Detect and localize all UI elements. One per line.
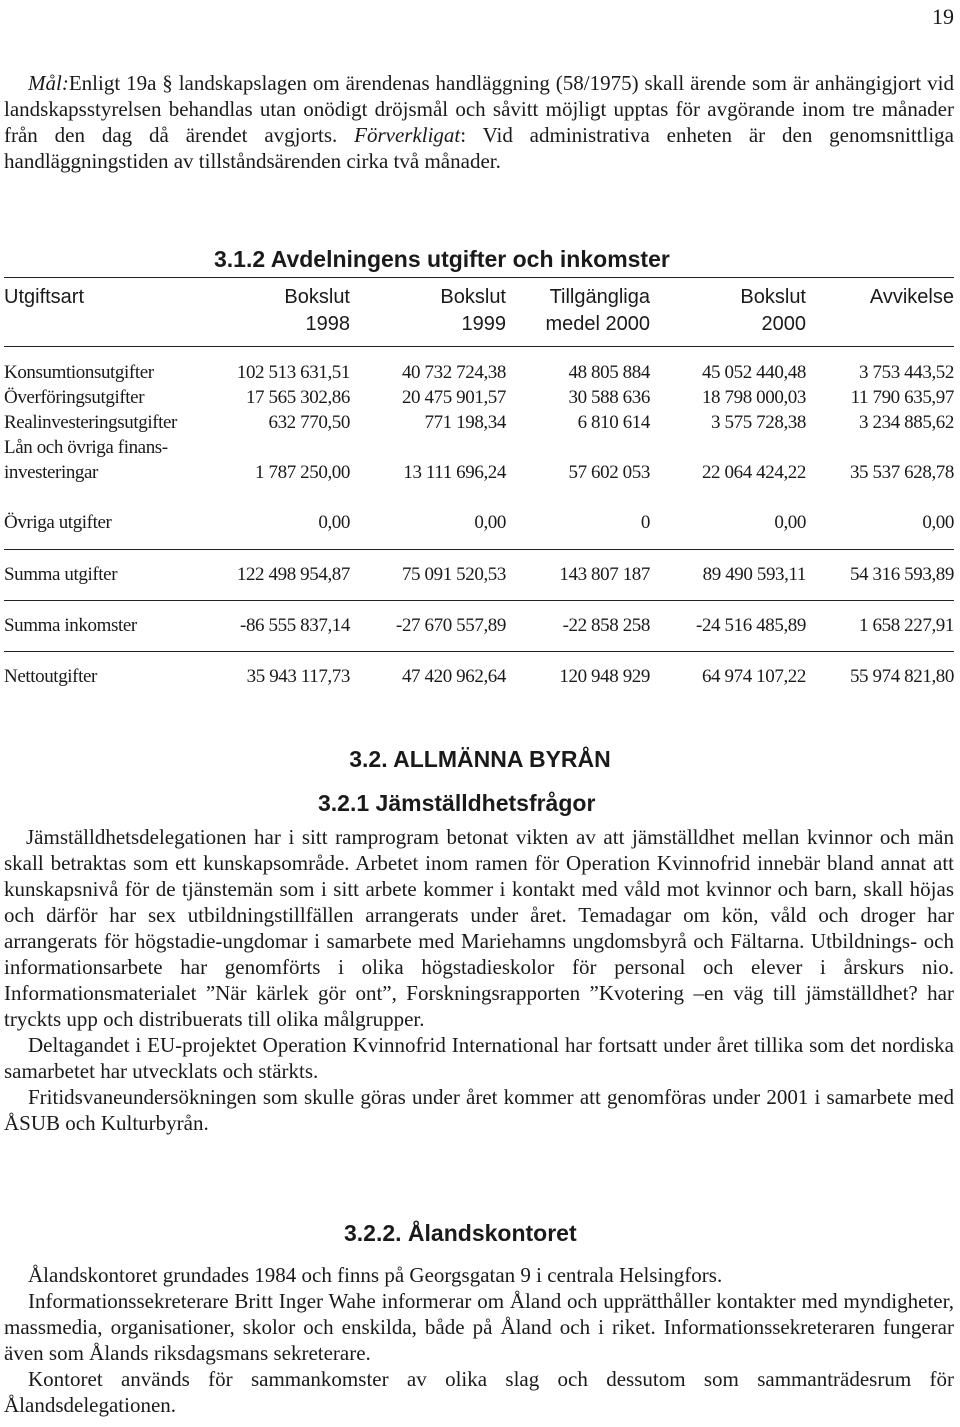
header-bokslut-2000-line1: Bokslut (740, 286, 806, 308)
aland-section-body (4, 1262, 954, 1418)
cell-tillgangliga: 57 602 053 (568, 462, 650, 483)
cell-avvikelse: 55 974 821,80 (849, 666, 954, 687)
section-heading-alandskontoret: 3.2.2. Ålandskontoret (344, 1220, 577, 1246)
cell-bokslut-1998: 632 770,50 (268, 412, 350, 433)
cell-bokslut-2000: -24 516 485,89 (696, 615, 806, 636)
header-bokslut-1999-line2: 1999 (461, 313, 506, 335)
table-row (4, 613, 954, 639)
table-row-rule (4, 600, 954, 601)
cell-bokslut-2000: 3 575 728,38 (711, 412, 806, 433)
cell-bokslut-1999: 47 420 962,64 (401, 666, 506, 687)
goal-text: Enligt 19a § landskapslagen om ärendenas handläggning (58/1975) skall ärende som är anhängigjort vid landskapsstyrelsen behandlas utan onödigt dröjsmål och såvitt möjligt upptas för avgörande inom tre månader från den dag då ärendet avgjorts. (4, 71, 954, 147)
header-tillgangliga-line1: Tillgängliga (549, 286, 650, 308)
cell-tillgangliga: -22 858 258 (562, 615, 650, 636)
row-label: Summa utgifter (4, 564, 118, 585)
table-row-rule (4, 549, 954, 550)
cell-bokslut-1999: 0,00 (474, 512, 506, 533)
row-label: Nettoutgifter (4, 666, 97, 687)
cell-tillgangliga: 30 588 636 (568, 387, 650, 408)
cell-avvikelse: 54 316 593,89 (849, 564, 954, 585)
header-tillgangliga-line2: medel 2000 (545, 313, 650, 335)
table-row (4, 510, 954, 536)
cell-bokslut-1999: 40 732 724,38 (401, 362, 506, 383)
cell-bokslut-1998: 1 787 250,00 (255, 462, 350, 483)
cell-bokslut-2000: 18 798 000,03 (701, 387, 806, 408)
section-heading-jamstalldhet: 3.2.1 Jämställdhetsfrågor (318, 790, 596, 816)
header-bokslut-1998-line2: 1998 (305, 313, 350, 335)
cell-bokslut-2000: 0,00 (774, 512, 806, 533)
table-row (4, 664, 954, 690)
header-utgiftsart: Utgiftsart (4, 286, 85, 308)
paragraph: Kontoret används för sammankomster av olika slag och dessutom som sammanträdesrum för Ålandsdelegationen. (4, 1367, 954, 1417)
cell-tillgangliga: 120 948 929 (559, 666, 650, 687)
header-bokslut-1999-line1: Bokslut (440, 286, 506, 308)
cell-bokslut-1998: 102 513 631,51 (236, 362, 350, 383)
table-row (4, 410, 954, 436)
row-label: Övriga utgifter (4, 512, 112, 533)
cell-bokslut-2000: 64 974 107,22 (701, 666, 806, 687)
cell-tillgangliga: 143 807 187 (559, 564, 650, 585)
row-label: Konsumtionsutgifter (4, 362, 154, 383)
cell-tillgangliga: 0 (640, 512, 650, 533)
cell-avvikelse: 0,00 (922, 512, 954, 533)
paragraph: Ålandskontoret grundades 1984 och finns på Georgsgatan 9 i centrala Helsingfors. (28, 1263, 723, 1287)
header-bottom-rule (4, 346, 954, 347)
cell-bokslut-1999: 20 475 901,57 (401, 387, 506, 408)
table-row (4, 360, 954, 386)
intro-paragraph (4, 70, 954, 174)
cell-avvikelse: 3 753 443,52 (859, 362, 954, 383)
header-bokslut-1998-line1: Bokslut (284, 286, 350, 308)
table-row (4, 385, 954, 411)
row-label-line1: Lån och övriga finans- (4, 437, 168, 458)
cell-bokslut-2000: 45 052 440,48 (701, 362, 806, 383)
table-row (4, 562, 954, 588)
cell-bokslut-1998: 122 498 954,87 (236, 564, 350, 585)
cell-bokslut-1999: 75 091 520,53 (401, 564, 506, 585)
paragraph: Jämställdhetsdelegationen har i sitt ramprogram betonat vikten av att jämställdhet mellan kvinnor och män skall betraktas som ett kunskapsområde. Arbetet inom ramen för Operation Kvinnofrid innebär bland annat att kunskapsnivå för de tjänstemän som i sitt arbete kommer i kontakt med våld mot kvinnor och barn, skall höjas och därför har sex utbildningstillfällen arrangerats under året. Temadagar om kön, våld och droger har arrangerats för högstadie-ungdomar i samarbete med Mariehamns ungdomsbyrå och Fältarna. Utbildnings- och informationsarbete har genomförts i olika högstadieskolor för personal och elever i årskurs nio. Informationsmaterialet ”När kärlek gör ont”, Forskningsrapporten ”Kvotering –en väg till jämställdhet? har tryckts upp och distribuerats till olika målgrupper. (4, 825, 954, 1031)
realized-label: Förverkligat (354, 123, 461, 147)
cell-bokslut-1999: 13 111 696,24 (403, 462, 506, 483)
row-label: Realinvesteringsutgifter (4, 412, 177, 433)
paragraph: Informationssekreterare Britt Inger Wahe informerar om Åland och upprätthåller kontakter med myndigheter, massmedia, organisationer, skolor och enskilda, både på Åland och i riket. Informationssekreteraren fungerar även som Ålands riksdagsmans sekreterare. (4, 1289, 954, 1365)
table-top-rule (4, 277, 954, 278)
row-label: Summa inkomster (4, 615, 137, 636)
header-bokslut-2000-line2: 2000 (761, 313, 806, 335)
table-row-label-continuation (4, 435, 954, 461)
cell-bokslut-1999: -27 670 557,89 (396, 615, 506, 636)
section-heading-allmanna-byran: 3.2. ALLMÄNNA BYRÅN (349, 746, 611, 772)
cell-tillgangliga: 48 805 884 (568, 362, 650, 383)
table-row-rule (4, 651, 954, 652)
cell-avvikelse: 1 658 227,91 (859, 615, 954, 636)
cell-bokslut-1998: 35 943 117,73 (246, 666, 350, 687)
header-avvikelse: Avvikelse (869, 286, 954, 308)
table-row (4, 460, 954, 486)
goal-label: Mål: (28, 71, 69, 95)
page-number: 19 (932, 4, 954, 29)
cell-avvikelse: 11 790 635,97 (850, 387, 954, 408)
cell-avvikelse: 35 537 628,78 (849, 462, 954, 483)
cell-bokslut-1998: 17 565 302,86 (245, 387, 350, 408)
cell-bokslut-2000: 22 064 424,22 (701, 462, 806, 483)
paragraph: Deltagandet i EU-projektet Operation Kvinnofrid International har fortsatt under året tillika som det nordiska samarbetet har utvecklats och stärkts. (4, 1033, 954, 1083)
cell-avvikelse: 3 234 885,62 (859, 412, 954, 433)
gender-section-body (4, 824, 954, 1136)
row-label: investeringar (4, 462, 98, 483)
table-section-heading: 3.1.2 Avdelningens utgifter och inkomster (214, 246, 670, 272)
cell-bokslut-1999: 771 198,34 (424, 412, 506, 433)
row-label: Överföringsutgifter (4, 387, 145, 408)
cell-bokslut-1998: 0,00 (318, 512, 350, 533)
realized-text: : Vid administrativa enheten är den genomsnittliga handläggningstiden av tillståndsärenden cirka två månader. (4, 123, 954, 173)
cell-bokslut-1998: -86 555 837,14 (240, 615, 350, 636)
cell-bokslut-2000: 89 490 593,11 (702, 564, 806, 585)
cell-tillgangliga: 6 810 614 (577, 412, 650, 433)
paragraph: Fritidsvaneundersökningen som skulle göras under året kommer att genomföras under 2001 i samarbete med ÅSUB och Kulturbyrån. (4, 1085, 954, 1135)
